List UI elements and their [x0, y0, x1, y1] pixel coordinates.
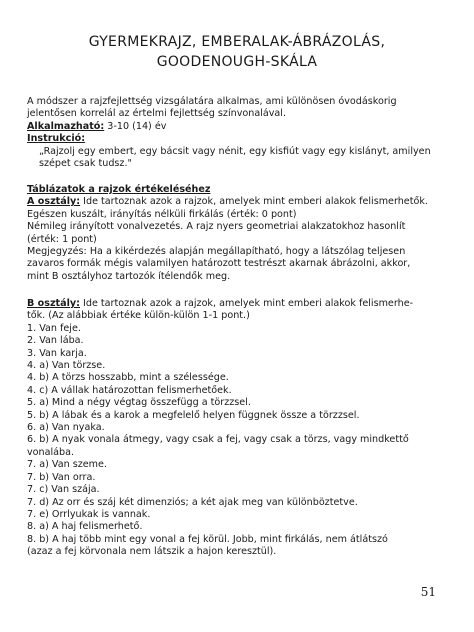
evaluation-section	[27, 184, 447, 283]
class-b-line: tők. (Az alábbiak értéke külön-külön 1-1 pont.)	[27, 310, 250, 322]
criteria-item: 6. a) Van nyaka.	[27, 422, 105, 434]
criteria-item: 4. c) A vállak határozottan felismerhetőek.	[27, 384, 232, 396]
class-b-text: Ide tartoznak azok a rajzok, amelyek mint emberi alakok felismerhe-	[79, 298, 414, 309]
criteria-item: 8. b) A haj több mint egy vonal a fej körül. Jobb, mint firkálás, nem átlátszó	[27, 533, 388, 545]
age-value: 3-10 (14) év	[104, 120, 167, 132]
intro-line: jelentősen korrelál az értelmi fejlettség színvonalával.	[27, 108, 287, 120]
criteria-item: 7. b) Van orra.	[27, 471, 96, 483]
criteria-item: 1. Van feje.	[27, 322, 81, 334]
criteria-item: 4. b) A törzs hosszabb, mint a szélessége.	[27, 372, 229, 384]
class-a-label: A osztály:	[27, 196, 81, 208]
note-line: zavaros formák mégis valamilyen határozott testrészt akarnak ábrázolni, akkor,	[27, 258, 411, 270]
class-a-line: Némileg irányított vonalvezetés. A rajz nyers geometriai alakzatokhoz hasonlít	[27, 221, 406, 233]
criteria-item: 2. Van lába.	[27, 335, 84, 347]
intro-section	[27, 96, 447, 170]
page-title-line-1: GYERMEKRAJZ, EMBERALAK-ÁBRÁZOLÁS,	[88, 34, 386, 50]
criteria-item: 4. a) Van törzse.	[27, 360, 106, 372]
class-a-line: Egészen kuszált, irányítás nélküli firkálás (érték: 0 pont)	[27, 208, 297, 220]
instruction-label: Instrukció:	[27, 133, 86, 145]
age-line	[27, 121, 447, 133]
instruction-text: „Rajzolj egy embert, egy bácsit vagy nénit, egy kisfiút vagy egy kislányt, amilyen	[39, 145, 431, 157]
criteria-item: 3. Van karja.	[27, 347, 87, 359]
note-line: Megjegyzés: Ha a kikérdezés alapján megállapítható, hogy a látszólag teljesen	[27, 246, 406, 258]
class-a-line: (érték: 1 pont)	[27, 233, 97, 245]
criteria-item: 7. e) Orrlyukak is vannak.	[27, 508, 151, 520]
criteria-list	[27, 323, 447, 559]
class-b-label: B osztály:	[27, 298, 80, 309]
class-a-text: Ide tartoznak azok a rajzok, amelyek mint emberi alakok felismerhetők.	[80, 196, 428, 208]
criteria-item: (azaz a fej körvonala nem látszik a hajon keresztül).	[27, 546, 277, 558]
class-b-section	[27, 298, 447, 559]
criteria-item: 7. c) Van szája.	[27, 484, 100, 496]
class-a-line	[27, 196, 447, 208]
age-label: Alkalmazható:	[27, 120, 105, 132]
criteria-item: 5. b) A lábak és a karok a megfelelő helyen függnek össze a törzzsel.	[27, 409, 360, 421]
criteria-item: 7. d) Az orr és száj két dimenziós; a két ajak meg van különböztetve.	[27, 496, 358, 508]
criteria-item: 7. a) Van szeme.	[27, 459, 107, 471]
criteria-item: 5. a) Mind a négy végtag összefügg a törzzsel.	[27, 397, 251, 409]
class-b-line	[27, 298, 447, 310]
criteria-item: 8. a) A haj felismerhető.	[27, 521, 143, 533]
criteria-item: 6. b) A nyak vonala átmegy, vagy csak a fej, vagy csak a törzs, vagy mindkettő	[27, 434, 409, 446]
note-line: mint B osztályhoz tartozók ítélendők meg.	[27, 270, 231, 282]
page-number: 51	[420, 585, 436, 599]
page-title-line-2: GOODENOUGH-SKÁLA	[156, 54, 318, 70]
tables-heading: Táblázatok a rajzok értékeléséhez	[27, 184, 211, 195]
instruction-text: szépet csak tudsz."	[39, 158, 132, 170]
criteria-item: vonalába.	[27, 446, 75, 458]
intro-line: A módszer a rajzfejlettség vizsgálatára alkalmas, ami különösen óvodáskorig	[27, 96, 397, 107]
